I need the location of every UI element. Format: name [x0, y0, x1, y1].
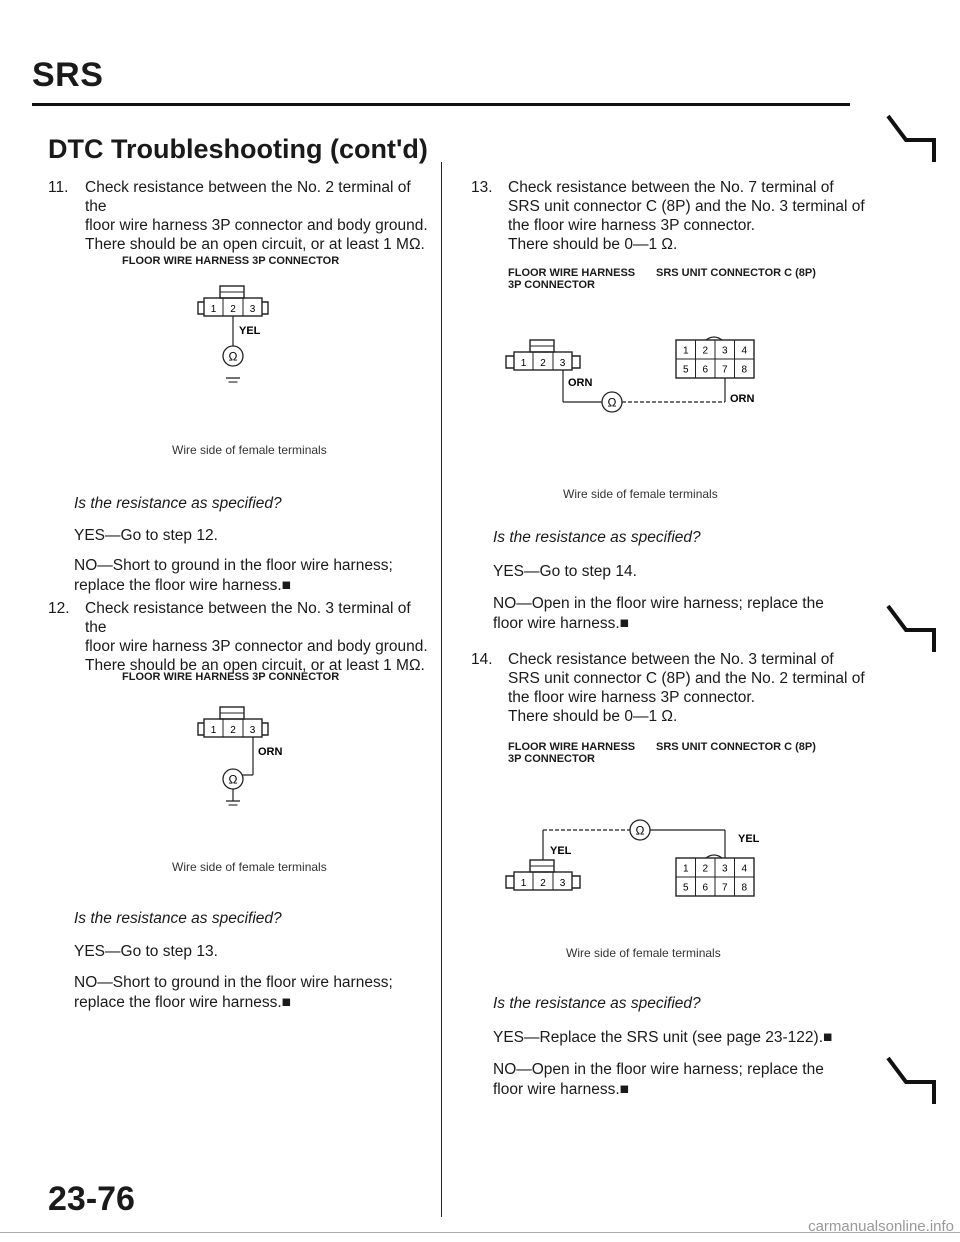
step-line: SRS unit connector C (8P) and the No. 3 terminal of: [508, 198, 865, 215]
ohmmeter-icon: [223, 769, 243, 789]
connector-caption-left: FLOOR WIRE HARNESS 3P CONNECTOR: [508, 267, 636, 291]
connector-3p-icon: [198, 707, 268, 737]
wire-color-label: ORN: [258, 746, 283, 758]
connector-caption: FLOOR WIRE HARNESS 3P CONNECTOR: [122, 671, 340, 683]
ohmmeter-icon: [630, 820, 650, 840]
pin-label: 4: [741, 863, 748, 875]
ground-icon: [226, 801, 240, 805]
no-answer: NO—Short to ground in the floor wire harness; replace the floor wire harness.■: [74, 557, 393, 594]
pin-label: 3: [559, 358, 566, 369]
yes-answer: YES—Go to step 14.: [493, 563, 637, 580]
pin-label: 2: [702, 863, 709, 875]
pin-label: 1: [520, 358, 527, 369]
wire-color-label: YEL: [738, 833, 760, 845]
pin-label: 8: [741, 364, 748, 376]
page-number: 23-76: [48, 1180, 135, 1218]
step-number: 12.: [48, 600, 70, 617]
yes-answer: YES—Replace the SRS unit (see page 23-122).■: [493, 1029, 833, 1046]
step-13-text: [471, 178, 871, 258]
step-line: the floor wire harness 3P connector.: [508, 217, 755, 234]
page-tab-mark-icon: [884, 598, 944, 658]
connector-caption-right: SRS UNIT CONNECTOR C (8P): [656, 741, 816, 753]
question-text: Is the resistance as specified?: [74, 495, 282, 512]
connector-caption: FLOOR WIRE HARNESS 3P CONNECTOR: [122, 255, 340, 267]
connector-8p-icon: [676, 337, 754, 378]
pin-label: 5: [682, 364, 689, 376]
wire-side-caption: Wire side of female terminals: [563, 487, 718, 501]
pin-label: 7: [721, 364, 728, 376]
page-tab-mark-icon: [884, 1050, 944, 1110]
ohmmeter-icon: [223, 346, 243, 366]
step-line: There should be an open circuit, or at least 1 MΩ.: [85, 236, 425, 253]
svg-text:Ω: Ω: [635, 823, 645, 838]
connector-3p-icon: [198, 286, 268, 316]
connector-3p-icon: [506, 860, 580, 890]
step-number: 13.: [471, 179, 493, 196]
header-rule: [32, 103, 850, 106]
step-12-text: [48, 599, 428, 674]
svg-text:Ω: Ω: [607, 395, 617, 410]
pin-label: 2: [540, 878, 546, 889]
pin-label: 7: [721, 882, 728, 894]
step-line: Check resistance between the No. 2 terminal of the: [85, 179, 411, 215]
pin-label: 2: [230, 725, 236, 736]
connector-3p-diagram: [190, 282, 290, 402]
step-line: There should be an open circuit, or at least 1 MΩ.: [85, 657, 425, 674]
svg-text:Ω: Ω: [228, 772, 238, 787]
pin-label: 3: [721, 345, 728, 357]
step-line: Check resistance between the No. 7 terminal of: [508, 179, 834, 196]
step-number: 14.: [471, 651, 493, 668]
no-answer: NO—Open in the floor wire harness; replace the floor wire harness.■: [493, 1061, 824, 1098]
question-text: Is the resistance as specified?: [493, 529, 701, 546]
continuity-diagram: [500, 812, 790, 912]
pin-label: 1: [210, 304, 217, 315]
pin-label: 1: [210, 725, 217, 736]
pin-label: 6: [702, 364, 709, 376]
step-line: floor wire harness 3P connector and body ground.: [85, 638, 428, 655]
section-title: DTC Troubleshooting (cont'd): [48, 134, 428, 164]
no-answer: NO—Short to ground in the floor wire harness; replace the floor wire harness.■: [74, 974, 393, 1011]
pin-label: 2: [540, 358, 546, 369]
pin-label: 3: [721, 863, 728, 875]
wire-side-caption: Wire side of female terminals: [566, 946, 721, 960]
continuity-diagram: [500, 330, 790, 420]
no-answer: NO—Open in the floor wire harness; replace the floor wire harness.■: [493, 595, 824, 632]
page-tab-mark-icon: [884, 108, 944, 168]
connector-caption-left: FLOOR WIRE HARNESS 3P CONNECTOR: [508, 741, 636, 765]
wire-color-label: ORN: [568, 377, 593, 389]
step-line: Check resistance between the No. 3 terminal of: [508, 651, 834, 668]
watermark: carmanualsonline.info: [808, 1218, 954, 1235]
pin-label: 3: [559, 878, 566, 889]
wire-color-label: YEL: [239, 325, 261, 337]
wire-color-label: YEL: [550, 845, 572, 857]
ground-icon: [226, 378, 240, 382]
pin-label: 1: [682, 863, 689, 875]
wire-side-caption: Wire side of female terminals: [172, 443, 327, 457]
connector-3p-diagram: [190, 703, 290, 823]
step-14-text: [471, 650, 871, 730]
connector-3p-icon: [506, 340, 580, 370]
step-line: There should be 0—1 Ω.: [508, 708, 678, 725]
step-11-text: [48, 178, 428, 253]
question-text: Is the resistance as specified?: [493, 995, 701, 1012]
page-header-title: SRS: [32, 56, 104, 94]
step-line: There should be 0—1 Ω.: [508, 236, 678, 253]
connector-caption-right: SRS UNIT CONNECTOR C (8P): [656, 267, 816, 279]
yes-answer: YES—Go to step 12.: [74, 527, 218, 544]
pin-label: 3: [249, 725, 256, 736]
wire-color-label: ORN: [730, 393, 755, 405]
pin-label: 4: [741, 345, 748, 357]
wire-side-caption: Wire side of female terminals: [172, 860, 327, 874]
connector-8p-icon: [676, 855, 754, 896]
pin-label: 6: [702, 882, 709, 894]
step-line: the floor wire harness 3P connector.: [508, 689, 755, 706]
pin-label: 1: [682, 345, 689, 357]
step-line: Check resistance between the No. 3 terminal of the: [85, 600, 411, 636]
step-line: floor wire harness 3P connector and body ground.: [85, 217, 428, 234]
step-line: SRS unit connector C (8P) and the No. 2 terminal of: [508, 670, 865, 687]
yes-answer: YES—Go to step 13.: [74, 943, 218, 960]
pin-label: 8: [741, 882, 748, 894]
pin-label: 5: [682, 882, 689, 894]
column-divider: [441, 162, 442, 1217]
pin-label: 3: [249, 304, 256, 315]
pin-label: 2: [702, 345, 709, 357]
pin-label: 1: [520, 878, 527, 889]
svg-text:Ω: Ω: [228, 349, 238, 364]
ohmmeter-icon: [602, 392, 622, 412]
pin-label: 2: [230, 304, 236, 315]
question-text: Is the resistance as specified?: [74, 910, 282, 927]
step-number: 11.: [48, 179, 69, 196]
